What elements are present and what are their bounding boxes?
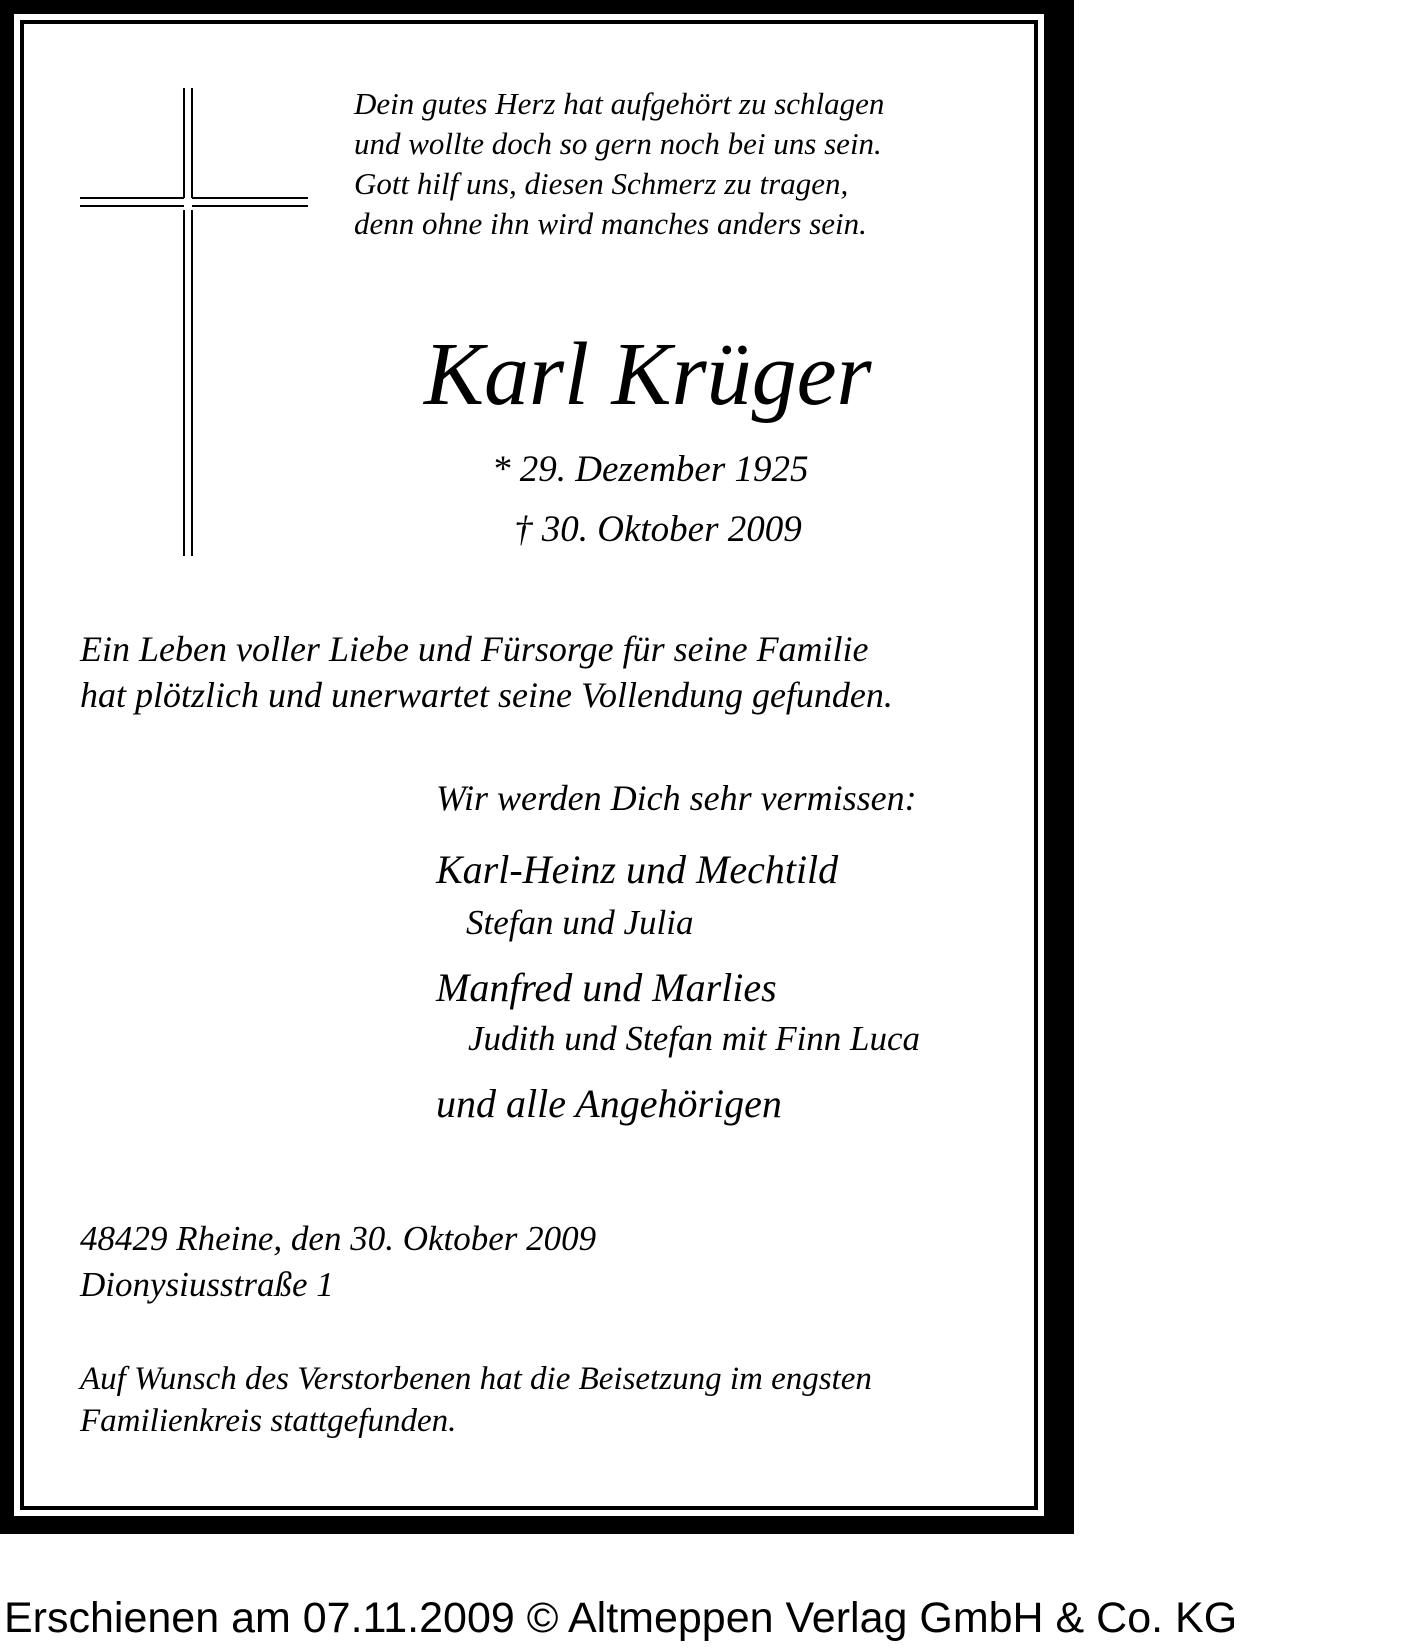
family-children: Stefan und Julia [466,903,694,942]
family-children: Judith und Stefan mit Finn Luca [468,1019,921,1058]
burial-note-line: Familienkreis stattgefunden. [80,1403,457,1439]
place-date: 48429 Rheine, den 30. Oktober 2009 [80,1219,597,1258]
verse-line: Gott hilf uns, diesen Schmerz zu tragen, [354,166,849,201]
verse-line: Dein gutes Herz hat aufgehört zu schlagen [354,86,885,121]
other-relatives: und alle Angehörigen [436,1081,782,1126]
verse-line: und wollte doch so gern noch bei uns sein. [354,126,882,161]
address: Dionysiusstraße 1 [80,1265,334,1304]
cross-icon [80,88,310,558]
family-name: Karl-Heinz und Mechtild [436,847,839,892]
birth-date: * 29. Dezember 1925 [492,449,809,490]
tribute-line: Ein Leben voller Liebe und Fürsorge für seine Familie [80,629,869,669]
place-and-address [80,1216,596,1308]
verse-line: denn ohne ihn wird manches anders sein. [354,206,867,241]
family-name: Manfred und Marlies [436,965,777,1010]
tribute-line: hat plötzlich und unerwartet seine Vollendung gefunden. [80,675,893,715]
deceased-name: Karl Krüger [424,325,872,424]
verse [354,84,884,244]
tribute [80,626,893,718]
death-date: † 30. Oktober 2009 [514,509,802,550]
publication-footer: Erschienen am 07.11.2009 © Altmeppen Verlag GmbH & Co. KG [4,1594,1238,1642]
burial-note [80,1358,872,1442]
mourners-intro: Wir werden Dich sehr vermissen: [436,778,917,818]
burial-note-line: Auf Wunsch des Verstorbenen hat die Beisetzung im engsten [80,1361,872,1397]
